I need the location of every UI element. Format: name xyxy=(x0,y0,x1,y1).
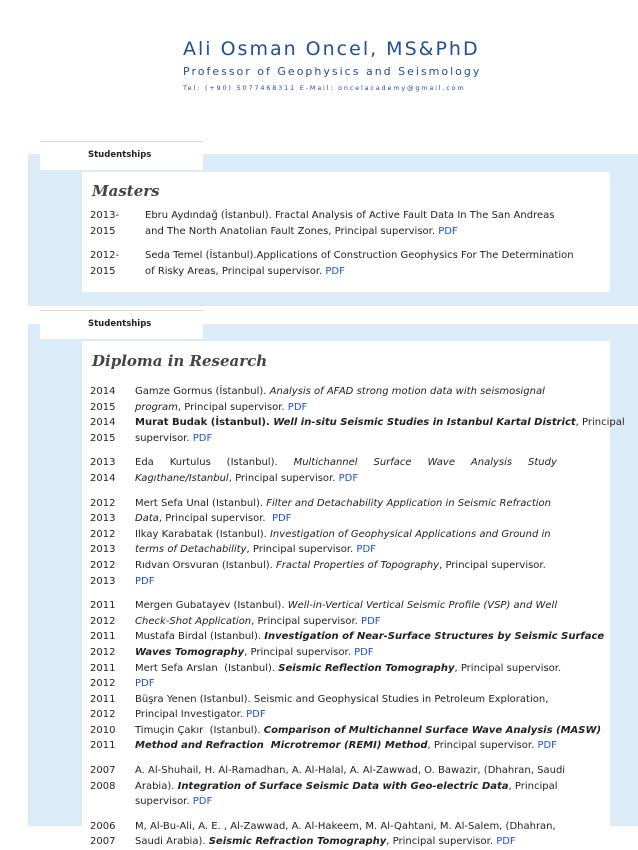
masters-entry-line xyxy=(82,224,610,240)
thesis-title: Well-in-Vertical Vertical Seismic Profile (VSP) and Well xyxy=(287,600,558,612)
diploma-entry-line xyxy=(82,779,610,795)
entry-description: , Principal supervisor. xyxy=(177,401,288,413)
diploma-entry-line xyxy=(82,431,610,447)
thesis-title: Integration of Surface Seismic Data with Geo-electric Data xyxy=(177,780,509,792)
thesis-title: Fractal Properties of Topography xyxy=(276,559,440,571)
entry-year: 2011 xyxy=(90,740,116,752)
thesis-title: Method and Refraction Microtremor (REMI) Method xyxy=(135,740,428,752)
pdf-link[interactable]: PDF xyxy=(354,646,374,658)
diploma-entry-line xyxy=(82,645,610,661)
entry-text xyxy=(135,496,551,512)
entry-year: 2010 xyxy=(90,724,116,736)
entry-text xyxy=(135,629,604,645)
diploma-entry-line xyxy=(82,496,610,512)
entry-description: Mergen Gubatayev (Istanbul). xyxy=(135,600,288,612)
pdf-link[interactable]: PDF xyxy=(246,709,266,721)
entry-description: Ilkay Karabatak (Istanbul). xyxy=(135,528,270,540)
entry-text xyxy=(135,676,154,692)
entry-spacer xyxy=(82,754,610,763)
author-name: Ali Osman Oncel, MS&PhD xyxy=(183,38,480,60)
masters-entry-line xyxy=(82,248,610,264)
entry-description: Arabia). xyxy=(135,780,178,792)
entry-text xyxy=(135,455,557,471)
entry-year: 2012 xyxy=(90,678,116,690)
entry-description: , Principal supervisor. xyxy=(454,662,562,674)
entry-year: 2012 xyxy=(90,497,116,509)
entry-description: Timuçin Çakır (Istanbul). xyxy=(135,724,264,736)
thesis-title: Check-Shot Application xyxy=(135,615,252,627)
entry-text xyxy=(145,248,574,264)
pdf-link[interactable]: PDF xyxy=(192,432,213,444)
author-contact: Tel: (+90) 5077468311 E-Mail: oncelacademy@gmail.com xyxy=(183,84,466,92)
thesis-title: terms of Detachability xyxy=(135,544,247,556)
diploma-entry-line xyxy=(82,598,610,614)
pdf-link[interactable]: PDF xyxy=(438,225,458,237)
entry-text xyxy=(135,527,551,543)
diploma-entry-line xyxy=(82,527,610,543)
entry-spacer xyxy=(82,589,610,598)
entry-description: Murat Budak (İstanbul). xyxy=(135,417,274,429)
diploma-entry-line xyxy=(82,794,610,810)
diploma-entry-line xyxy=(82,738,610,754)
diploma-entry-line xyxy=(82,692,610,708)
diploma-entry-line xyxy=(82,511,610,527)
diploma-entry-line xyxy=(82,834,610,850)
entry-year: 2008 xyxy=(90,780,116,792)
entry-text xyxy=(135,779,558,795)
pdf-link[interactable]: PDF xyxy=(271,513,292,525)
entry-description: Saudi Arabia). xyxy=(135,836,209,848)
entry-text xyxy=(135,707,266,723)
diploma-section-tab xyxy=(40,310,203,339)
entry-text xyxy=(135,645,374,661)
entry-year: 2012- xyxy=(90,250,120,262)
diploma-entry-line xyxy=(82,629,610,645)
entry-text xyxy=(135,614,381,630)
thesis-title: Investigation of Geophysical Applications and Ground in xyxy=(269,528,551,540)
entry-text xyxy=(135,431,212,447)
entry-year: 2015 xyxy=(90,432,116,444)
entry-description: supervisor. xyxy=(135,432,193,444)
entry-text xyxy=(135,763,565,779)
diploma-entry-line xyxy=(82,723,610,739)
entry-text xyxy=(135,692,548,708)
diploma-entry-line xyxy=(82,415,625,431)
entry-year: 2015 xyxy=(90,401,116,413)
diploma-entry-line xyxy=(82,471,610,487)
entry-description: Ebru Aydındağ (İstanbul). Fractal Analysis of Active Fault Data In The San Andreas xyxy=(145,210,555,221)
masters-tab-label: Studentships xyxy=(88,150,152,160)
entry-text xyxy=(135,542,376,558)
diploma-entry-line xyxy=(82,400,610,416)
entry-year: 2006 xyxy=(90,820,116,832)
entry-year: 2012 xyxy=(90,646,116,658)
entry-text xyxy=(135,471,358,487)
entry-year: 2011 xyxy=(90,693,116,705)
entry-year xyxy=(82,794,135,810)
pdf-link[interactable]: PDF xyxy=(356,544,376,556)
entry-text xyxy=(135,819,556,835)
entry-description: Büşra Yenen (Istanbul). Seismic and Geophysical Studies in Petroleum Exploration, xyxy=(135,693,549,705)
entry-description: , Principal supervisor. xyxy=(246,544,357,556)
entry-year: 2013- xyxy=(90,210,120,221)
entry-year: 2014 xyxy=(90,472,116,484)
entry-text xyxy=(135,558,546,574)
entry-description: of Risky Areas, Principal supervisor. xyxy=(145,265,326,277)
entry-year: 2013 xyxy=(90,513,116,525)
entry-spacer xyxy=(82,810,610,819)
diploma-tab-label: Studentships xyxy=(88,319,152,329)
entry-description: , Principal supervisor. xyxy=(386,836,497,848)
entry-year: 2014 xyxy=(90,386,116,397)
diploma-entry-line xyxy=(82,542,610,558)
entry-year: 2013 xyxy=(90,575,116,587)
diploma-entry-line xyxy=(82,676,610,692)
entry-year: 2007 xyxy=(90,836,116,848)
diploma-entry-line xyxy=(82,558,610,574)
entry-year: 2012 xyxy=(90,528,116,540)
thesis-title: Seismic Refraction Tomography xyxy=(208,836,387,848)
diploma-entry-line xyxy=(82,574,610,590)
pdf-link[interactable]: PDF xyxy=(287,401,308,413)
entry-text xyxy=(135,723,601,739)
masters-heading: Masters xyxy=(92,182,160,200)
thesis-title: Investigation of Near-Surface Structures by Seismic Surface xyxy=(264,631,605,643)
entry-text xyxy=(135,598,557,614)
entry-year: 2015 xyxy=(90,265,116,277)
entry-text xyxy=(145,208,554,224)
entry-text xyxy=(135,384,545,400)
entry-description: , Principal xyxy=(575,417,625,429)
diploma-entry-line xyxy=(82,614,610,630)
entry-description: Rıdvan Orsvuran (Istanbul). xyxy=(135,559,277,571)
thesis-title: program xyxy=(135,401,178,413)
diploma-entry-line xyxy=(82,455,610,471)
masters-card xyxy=(82,172,610,292)
diploma-heading: Diploma in Research xyxy=(92,352,268,370)
entry-text xyxy=(135,794,212,810)
diploma-entry-line xyxy=(82,384,610,400)
entry-text xyxy=(135,415,625,431)
masters-entry-list xyxy=(82,208,610,279)
diploma-entry-line xyxy=(82,819,610,835)
diploma-card xyxy=(82,341,625,848)
thesis-title: Kagıthane/Istanbul xyxy=(135,472,229,484)
pdf-link[interactable]: PDF xyxy=(361,615,381,627)
entry-text xyxy=(135,738,557,754)
masters-entry-line xyxy=(82,264,610,280)
pdf-link[interactable]: PDF xyxy=(496,836,516,848)
entry-year: 2011 xyxy=(90,600,116,612)
entry-description: Mert Sefa Arslan (Istanbul). xyxy=(135,662,279,674)
entry-description: M, Al-Bu-Ali, A. E. , Al-Zawwad, A. Al-Hakeem, M. Al-Qahtani, M. Al-Salem, (Dhahran, xyxy=(135,820,556,832)
thesis-title: Data xyxy=(135,513,159,525)
entry-description: Seda Temel (İstanbul).Applications of Construction Geophysics For The Determination xyxy=(145,250,574,262)
thesis-title: Filter and Detachability Application in Seismic Refraction xyxy=(266,497,552,509)
entry-text xyxy=(135,511,291,527)
entry-year: 2012 xyxy=(90,709,116,721)
entry-description: Mustafa Birdal (Istanbul). xyxy=(135,631,265,643)
entry-spacer xyxy=(82,239,610,248)
entry-year: 2015 xyxy=(90,225,116,237)
entry-spacer xyxy=(82,487,610,496)
entry-description: , Principal xyxy=(508,780,558,792)
entry-description: Gamze Gormus (İstanbul). xyxy=(135,386,270,397)
author-title: Professor of Geophysics and Seismology xyxy=(183,65,482,78)
cv-header xyxy=(183,38,481,92)
entry-year: 2012 xyxy=(90,559,116,571)
entry-description: , Principal supervisor. xyxy=(244,646,355,658)
thesis-title: Analysis of AFAD strong motion data with seismosignal xyxy=(269,386,545,397)
diploma-entry-line xyxy=(82,661,610,677)
pdf-link[interactable]: PDF xyxy=(325,265,345,277)
thesis-title: Multichannel Surface Wave Analysis Study xyxy=(293,457,557,469)
entry-text xyxy=(135,661,561,677)
thesis-title: Comparison of Multichannel Surface Wave Analysis (MASW) xyxy=(263,724,602,736)
entry-description: , Principal supervisor. xyxy=(158,513,272,525)
entry-text xyxy=(135,574,154,590)
diploma-entry-line xyxy=(82,707,610,723)
pdf-link[interactable]: PDF xyxy=(338,472,359,484)
entry-text xyxy=(145,224,458,240)
thesis-title: Well in-situ Seismic Studies in Istanbul Kartal District xyxy=(273,417,576,429)
entry-year: 2013 xyxy=(90,544,116,556)
entry-description: A. Al-Shuhail, H. Al-Ramadhan, A. Al-Halal, A. Al-Zawwad, O. Bawazir, (Dhahran, Saudi xyxy=(135,765,566,777)
entry-description: Principal Investigator. xyxy=(135,709,247,721)
entry-description: Mert Sefa Unal (Istanbul). xyxy=(135,497,267,509)
entry-description: , Principal supervisor. xyxy=(427,740,538,752)
entry-description: , Principal supervisor. xyxy=(439,559,546,571)
pdf-link[interactable]: PDF xyxy=(537,740,557,752)
masters-entry-line xyxy=(82,208,610,224)
masters-section-tab xyxy=(40,141,203,170)
thesis-title: Seismic Reflection Tomography xyxy=(278,662,455,674)
entry-spacer xyxy=(82,446,610,455)
entry-description: , Principal supervisor. xyxy=(228,472,339,484)
entry-year: 2011 xyxy=(90,662,116,674)
entry-text xyxy=(145,264,345,280)
entry-year: 2011 xyxy=(90,631,116,643)
entry-text xyxy=(135,834,516,850)
pdf-link[interactable]: PDF xyxy=(135,678,155,690)
entry-description: , Principal supervisor. xyxy=(251,615,362,627)
entry-year: 2013 xyxy=(90,457,116,469)
entry-year: 2007 xyxy=(90,765,116,777)
entry-text xyxy=(135,400,307,416)
diploma-entry-line xyxy=(82,763,610,779)
entry-year: 2014 xyxy=(90,417,116,429)
thesis-title: Waves Tomography xyxy=(135,646,245,658)
pdf-link[interactable]: PDF xyxy=(135,575,155,587)
entry-year: 2012 xyxy=(90,615,116,627)
entry-description: and The North Anatolian Fault Zones, Principal supervisor. xyxy=(145,225,439,237)
entry-description: Eda Kurtulus (Istanbul). xyxy=(135,457,294,469)
entry-description: supervisor. xyxy=(135,796,193,808)
diploma-entry-list xyxy=(82,384,625,850)
pdf-link[interactable]: PDF xyxy=(192,796,213,808)
